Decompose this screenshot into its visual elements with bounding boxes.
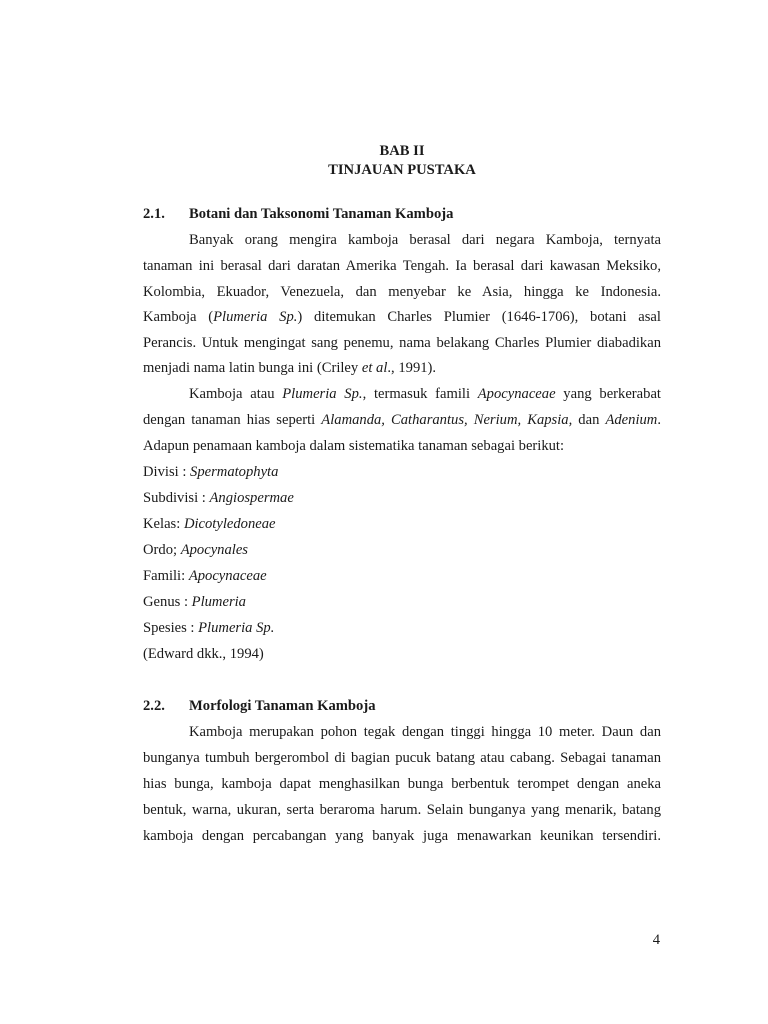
text-run: Kamboja ( [143,309,214,325]
paragraph-line: Kolombia, Ekuador, Venezuela, dan menyebar ke Asia, hingga ke Indonesia. [143,284,661,300]
taxonomy-spesies [143,619,661,637]
taxonomy-label: Famili: [143,568,189,584]
text-run: yang berkerabat [555,386,661,402]
text-run: , termasuk famili [362,386,478,402]
paragraph-line [143,308,661,326]
section-number: 2.2. [143,698,165,714]
text-run: ) ditemukan Charles Plumier (1646-1706), botani asal [297,309,661,325]
page-number: 4 [652,932,660,948]
section-heading-2-1 [143,205,661,223]
paragraph-line: Perancis. Untuk mengingat sang penemu, nama belakang Charles Plumier diabadikan [143,335,661,351]
taxonomy-kelas [143,515,661,533]
text-run: dengan tanaman hias seperti [143,412,322,428]
paragraph-line [143,411,661,429]
italic-run: Plumeria Sp. [213,309,298,325]
paragraph-line: Banyak orang mengira kamboja berasal dari negara Kamboja, ternyata [189,232,661,248]
paragraph-line: kamboja dengan percabangan yang banyak juga menawarkan keunikan tersendiri. [143,828,661,844]
italic-run: Apocynaceae [477,386,556,402]
taxonomy-value: Dicotyledoneae [183,516,276,532]
taxonomy-label: Subdivisi : [143,490,210,506]
taxonomy-divisi [143,463,661,481]
taxonomy-subdivisi [143,489,661,507]
taxonomy-value: Angiospermae [209,490,294,506]
taxonomy-genus [143,593,661,611]
italic-run: Alamanda, Catharantus, Nerium, Kapsia, [321,412,573,428]
text-run: ., 1991). [387,360,437,376]
section-heading-2-2 [143,697,661,715]
taxonomy-label: Genus : [143,594,192,610]
text-run: dan [572,412,606,428]
paragraph-line: hias bunga, kamboja dapat menghasilkan bunga berbentuk terompet dengan aneka [143,776,661,792]
text-run: menjadi nama latin bunga ini (Criley [143,360,362,376]
taxonomy-label: Ordo; [143,542,181,558]
paragraph-line: bentuk, warna, ukuran, serta beraroma harum. Selain bunganya yang menarik, batang [143,802,661,818]
section-title: Botani dan Taksonomi Tanaman Kamboja [189,206,454,222]
text-run: . [657,412,662,428]
section-title: Morfologi Tanaman Kamboja [189,698,376,714]
section-number: 2.1. [143,206,165,222]
taxonomy-value: Plumeria [191,594,246,610]
taxonomy-value: Apocynales [180,542,248,558]
chapter-label: BAB II [379,143,425,159]
taxonomy-value: Spermatophyta [190,464,279,480]
italic-run: et al [361,360,388,376]
italic-run: Plumeria Sp. [282,386,363,402]
taxonomy-label: Kelas: [143,516,184,532]
taxonomy-famili [143,567,661,585]
italic-run: Adenium [605,412,658,428]
taxonomy-label: Spesies : [143,620,199,636]
paragraph-line [189,385,661,403]
paragraph-line: Kamboja merupakan pohon tegak dengan tinggi hingga 10 meter. Daun dan [189,724,661,740]
paragraph-line: tanaman ini berasal dari daratan Amerika Tengah. Ia berasal dari kawasan Meksiko, [143,258,661,274]
paragraph-line: Adapun penamaan kamboja dalam sistematika tanaman sebagai berikut: [143,438,565,454]
chapter-title: TINJAUAN PUSTAKA [328,162,476,178]
citation: (Edward dkk., 1994) [143,646,264,662]
paragraph-line [143,359,661,377]
paragraph-line: bunganya tumbuh bergerombol di bagian pucuk batang atau cabang. Sebagai tanaman [143,750,661,766]
taxonomy-ordo [143,541,661,559]
taxonomy-value: Apocynaceae [188,568,267,584]
taxonomy-value: Plumeria Sp. [198,620,275,636]
taxonomy-label: Divisi : [143,464,191,480]
text-run: Kamboja atau [189,386,283,402]
